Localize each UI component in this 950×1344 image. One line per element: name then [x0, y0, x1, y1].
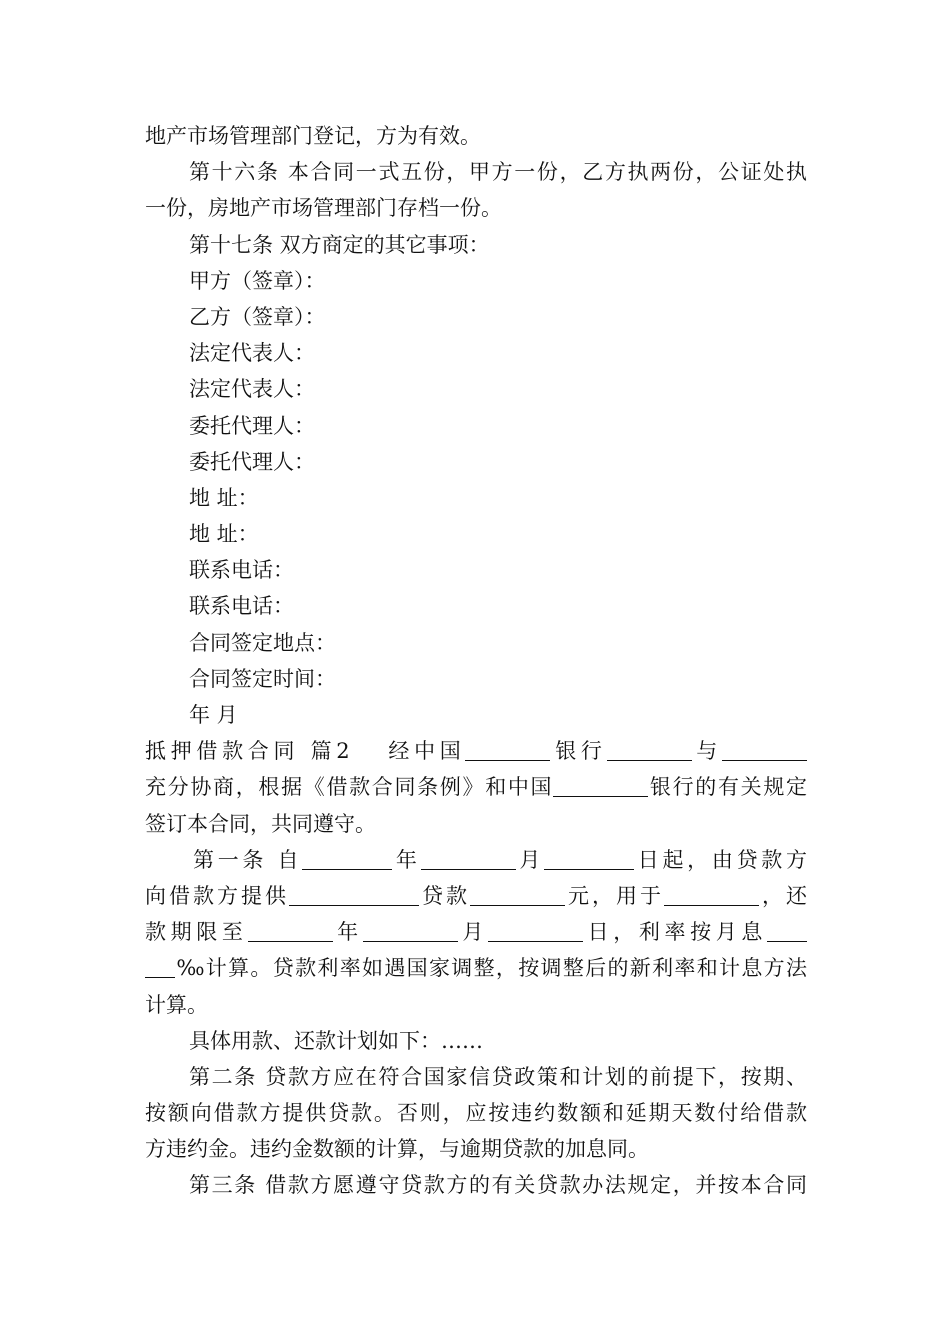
- plan-line: 具体用款、还款计划如下：……: [189, 1028, 483, 1053]
- article-16-line-2: 一份，房地产市场管理部门存档一份。: [145, 196, 502, 221]
- agent-2: 委托代理人：: [189, 449, 315, 474]
- blank: [302, 847, 392, 870]
- blank: [722, 738, 807, 761]
- clause-1-line-2: 向借款方提供 贷款 元，用于 ，还: [145, 883, 807, 908]
- contract-2-title: 抵押借款合同 篇2: [145, 739, 350, 764]
- clause-1-line-5: 计算。: [145, 992, 208, 1017]
- year-month: 年 月: [189, 703, 238, 727]
- blank: [363, 919, 458, 942]
- blank: [248, 919, 333, 942]
- blank: [664, 883, 759, 906]
- sign-time: 合同签定时间：: [189, 666, 336, 691]
- clause-1-line-4: ‰计算。贷款利率如遇国家调整，按调整后的新利率和计息方法: [145, 950, 807, 986]
- phone-2: 联系电话：: [189, 594, 294, 619]
- article-16-line-1: 第十六条 本合同一式五份，甲方一份，乙方执两份，公证处执: [189, 160, 807, 185]
- contract-2-line-2: 充分协商，根据《借款合同条例》和中国 银行的有关规定: [145, 775, 808, 800]
- article-17: 第十七条 双方商定的其它事项：: [189, 232, 490, 257]
- blank: [470, 883, 565, 906]
- blank: [465, 738, 550, 761]
- blank: [421, 847, 516, 870]
- address-2: 地 址：: [189, 522, 259, 547]
- party-a-seal: 甲方（签章）：: [189, 268, 326, 293]
- clause-2-line-1: 第二条 贷款方应在符合国家信贷政策和计划的前提下，按期、: [189, 1064, 807, 1089]
- clause-1-line-3: 款期限至 年 月 日，利率按月息: [145, 914, 807, 950]
- phone-1: 联系电话：: [189, 558, 294, 583]
- clause-2-line-2: 按额向借款方提供贷款。否则，应按违约数额和延期天数付给借款: [145, 1101, 807, 1126]
- address-1: 地 址：: [189, 485, 259, 510]
- blank: [289, 883, 419, 906]
- blank: [767, 919, 807, 942]
- clause-2-line-3: 方违约金。违约金数额的计算，与逾期贷款的加息同。: [145, 1137, 649, 1162]
- agent-1: 委托代理人：: [189, 413, 315, 438]
- legal-rep-2: 法定代表人：: [189, 377, 315, 402]
- contract-2-line-1: 抵押借款合同 篇2 经中国 银行 与: [145, 733, 807, 769]
- blank: [488, 919, 583, 942]
- blank: [607, 738, 692, 761]
- clause-3-line-1: 第三条 借款方愿遵守贷款方的有关贷款办法规定，并按本合同: [189, 1173, 807, 1198]
- document-page: [145, 118, 807, 1204]
- sign-place: 合同签定地点：: [189, 630, 336, 655]
- contract-2-line-3: 签订本合同，共同遵守。: [145, 811, 376, 836]
- text-line: 地产市场管理部门登记，方为有效。: [145, 124, 481, 148]
- blank: [544, 847, 634, 870]
- clause-1-line-1: 第一条 自 年 月 日起，由贷款方: [193, 847, 808, 872]
- party-b-seal: 乙方（签章）：: [189, 304, 326, 329]
- legal-rep-1: 法定代表人：: [189, 341, 315, 366]
- blank: [145, 955, 175, 978]
- blank: [553, 774, 648, 797]
